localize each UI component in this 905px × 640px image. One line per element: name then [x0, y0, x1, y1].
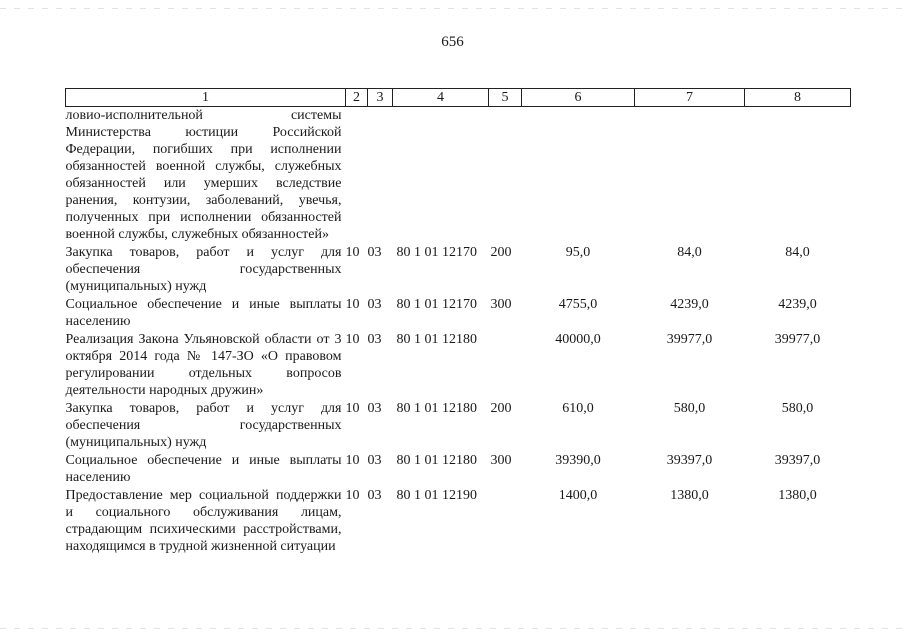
row-target-article: 80 1 01 12170 — [396, 297, 477, 312]
row-target-article: 80 1 01 12170 — [396, 245, 477, 260]
header-col-3: 3 — [368, 89, 393, 107]
header-col-1: 1 — [66, 89, 346, 107]
table-row — [66, 487, 851, 556]
row-description: Закупка товаров, работ и услуг для обеспечения государственных (муниципальных) нужд — [65, 401, 342, 450]
row-amount-col8: 580,0 — [781, 401, 814, 416]
row-expense-type: 200 — [490, 401, 512, 416]
row-expense-type: 300 — [490, 297, 512, 312]
header-col-2: 2 — [346, 89, 368, 107]
table-row — [66, 244, 851, 296]
row-subsection: 03 — [367, 332, 382, 347]
row-amount-col6: 95,0 — [565, 245, 591, 260]
scan-artifact-top — [0, 8, 905, 9]
row-amount-col6: 4755,0 — [558, 297, 598, 312]
row-section: 10 — [345, 297, 360, 312]
row-amount-col8: 39397,0 — [774, 453, 821, 468]
row-description: Предоставление мер социальной поддержки и социального обслуживания лицам, страдающим психическими расстройствами, находящимся в трудной жизненной ситуации — [65, 488, 342, 554]
row-subsection: 03 — [367, 488, 382, 503]
row-target-article: 80 1 01 12180 — [396, 332, 477, 347]
row-target-article — [393, 107, 489, 245]
row-amount-col7: 1380,0 — [670, 488, 709, 503]
row-section: 10 — [345, 332, 360, 347]
table-row — [66, 107, 851, 245]
header-col-6: 6 — [522, 89, 635, 107]
row-amount-col6: 40000,0 — [555, 332, 601, 347]
table-row — [66, 452, 851, 487]
row-target-article: 80 1 01 12180 — [396, 401, 477, 416]
row-section: 10 — [345, 488, 360, 503]
scan-artifact-bottom — [0, 628, 905, 629]
row-expense-type: 300 — [490, 453, 512, 468]
row-amount-col7: 39977,0 — [666, 332, 713, 347]
row-amount-col6 — [522, 107, 635, 245]
row-subsection: 03 — [367, 453, 382, 468]
row-target-article: 80 1 01 12190 — [396, 488, 477, 503]
row-subsection — [368, 107, 393, 245]
header-col-7: 7 — [635, 89, 745, 107]
row-amount-col8 — [745, 107, 851, 245]
row-amount-col8: 39977,0 — [774, 332, 821, 347]
row-description: Реализация Закона Ульяновской области от 3 октября 2014 года № 147-ЗО «О правовом регулировании отдельных вопросов деятельности народных дружин» — [65, 332, 342, 398]
row-amount-col7: 84,0 — [677, 245, 702, 260]
row-amount-col7 — [635, 107, 745, 245]
row-expense-type — [489, 107, 522, 245]
row-amount-col8: 4239,0 — [778, 297, 817, 312]
budget-table — [65, 88, 851, 556]
row-description: ловио-исполнительной системы Министерства юстиции Российской Федерации, погибших при исполнении обязанностей военной службы, служебных обязанностей или умерших вследствие ранения, контузии, заболеваний, увечья, полученных при исполнении обязанностей военной службы, служебных обязанностей» — [65, 108, 342, 242]
table-row — [66, 296, 851, 331]
row-amount-col8: 84,0 — [785, 245, 810, 260]
row-section: 10 — [345, 401, 360, 416]
row-section: 10 — [345, 245, 360, 260]
row-subsection: 03 — [367, 297, 382, 312]
row-subsection: 03 — [367, 401, 382, 416]
row-amount-col8: 1380,0 — [778, 488, 817, 503]
row-amount-col7: 4239,0 — [670, 297, 709, 312]
row-section — [346, 107, 368, 245]
row-amount-col6: 39390,0 — [555, 453, 601, 468]
row-expense-type — [489, 331, 522, 400]
row-description: Социальное обеспечение и иные выплаты населению — [65, 297, 342, 329]
row-amount-col7: 580,0 — [673, 401, 706, 416]
row-description: Закупка товаров, работ и услуг для обеспечения государственных (муниципальных) нужд — [65, 245, 342, 294]
row-amount-col6: 1400,0 — [558, 488, 598, 503]
table-header-row — [66, 89, 851, 107]
row-description: Социальное обеспечение и иные выплаты населению — [65, 453, 342, 485]
header-col-8: 8 — [745, 89, 851, 107]
table-row — [66, 400, 851, 452]
page-number: 656 — [441, 34, 464, 50]
row-section: 10 — [345, 453, 360, 468]
row-amount-col7: 39397,0 — [666, 453, 713, 468]
table-row — [66, 331, 851, 400]
row-amount-col6: 610,0 — [562, 401, 594, 416]
header-col-5: 5 — [489, 89, 522, 107]
row-expense-type — [489, 487, 522, 556]
header-col-4: 4 — [393, 89, 489, 107]
row-target-article: 80 1 01 12180 — [396, 453, 477, 468]
row-subsection: 03 — [367, 245, 382, 260]
row-expense-type: 200 — [490, 245, 512, 260]
